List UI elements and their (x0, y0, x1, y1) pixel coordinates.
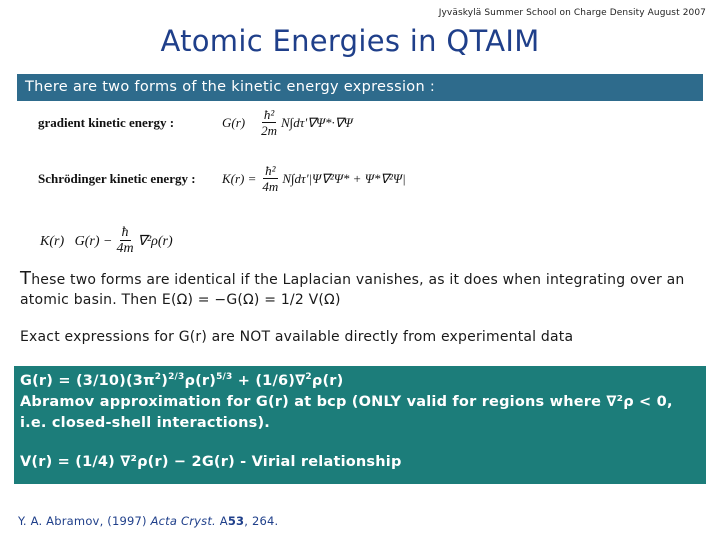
formula-sup-3: 5/3 (216, 372, 233, 383)
gradient-ke-equation (38, 108, 353, 139)
gradient-ke-denominator: 2m (261, 123, 277, 139)
reference-pages: , 264. (244, 514, 279, 528)
box-spacer (20, 434, 700, 452)
paragraph-exact-expressions: Exact expressions for G(r) are NOT available directly from experimental data (20, 329, 574, 345)
schrodinger-ke-numerator: ħ² (265, 163, 276, 178)
reference-authors: Y. A. Abramov, (1997) (18, 514, 147, 528)
drop-cap: T (20, 268, 32, 289)
gradient-ke-label: gradient kinetic energy : (38, 115, 175, 131)
formula-part-2: ) (161, 373, 169, 389)
formula-part-3: ρ(r) (184, 373, 217, 389)
schrodinger-ke-fraction (262, 164, 278, 195)
header-note: Jyväskylä Summer School on Charge Density August 2007 (438, 8, 706, 18)
paragraph-identical-forms-text: hese two forms are identical if the Laplacian vanishes, as it does when integrating over an atomic basin. Then E(Ω) = −G(Ω) = 1/2 V(Ω) (20, 272, 685, 308)
schrodinger-ke-equation (38, 164, 406, 195)
slide-title: Atomic Energies in QTAIM (160, 24, 540, 58)
abramov-formula (20, 371, 700, 392)
ke-relation-numerator: ħ (121, 225, 129, 240)
ke-relation-denominator: 4m (116, 241, 134, 257)
ke-relation-fraction (116, 225, 133, 258)
gradient-ke-fraction (261, 108, 277, 139)
formula-part-5: ρ(r) (311, 373, 344, 389)
schrodinger-ke-lhs: K(r) = (222, 171, 257, 187)
schrodinger-ke-rhs: N∫dτ'|Ψ∇²Ψ* + Ψ*∇²Ψ| (282, 171, 406, 187)
ke-relation-equation (40, 225, 173, 258)
highlight-box (14, 366, 706, 484)
intro-text: There are two forms of the kinetic energy expression : (25, 79, 436, 95)
formula-part-1: G(r) = (3/10)(3π (20, 373, 155, 389)
abramov-note: Abramov approximation for G(r) at bcp (ONLY valid for regions where ∇²ρ < 0, i.e. closed-shell interactions). (20, 394, 673, 431)
reference-journal: Acta Cryst. (150, 514, 216, 528)
schrodinger-ke-label: Schrödinger kinetic energy : (38, 171, 196, 187)
formula-sup-4: 2 (305, 372, 312, 383)
gradient-ke-numerator: ħ² (263, 107, 275, 122)
reference-volume: 53 (227, 514, 245, 528)
formula-sup-2: 2/3 (168, 372, 185, 383)
reference (18, 514, 278, 528)
formula-sup-1: 2 (154, 372, 162, 383)
gradient-ke-lhs: G(r) (222, 115, 246, 131)
schrodinger-ke-denominator: 4m (262, 179, 279, 195)
paragraph-identical-forms (20, 269, 710, 310)
formula-part-4: + (1/6)∇ (232, 373, 306, 389)
ke-relation-lhs: K(r) G(r) − (40, 233, 113, 249)
intro-bar (17, 74, 703, 101)
ke-relation-rhs: ∇²ρ(r) (137, 234, 173, 250)
reference-volume-prefix: A (219, 514, 228, 528)
gradient-ke-rhs: N∫dτ'∇Ψ*·∇Ψ (281, 115, 353, 131)
virial-relationship: V(r) = (1/4) ∇²ρ(r) − 2G(r) - Virial relationship (20, 454, 402, 470)
